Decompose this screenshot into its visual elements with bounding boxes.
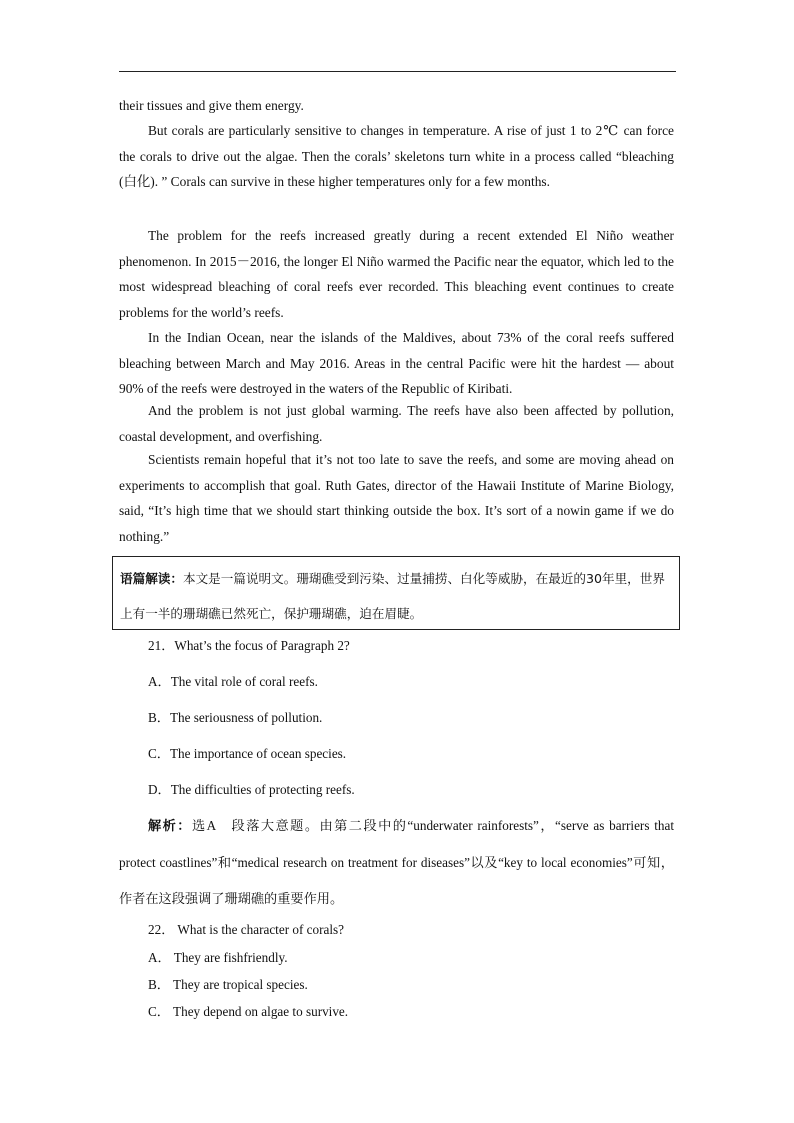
- passage-paragraph-4: And the problem is not just global warming. The reefs have also been affected by pollution, coastal development, and overfishing.: [119, 403, 674, 444]
- question-22-stem: 22． What is the character of corals?: [148, 922, 345, 937]
- question-21-option-a[interactable]: A．The vital role of coral reefs.: [148, 674, 318, 689]
- question-22-option-b[interactable]: B． They are tropical species.: [148, 977, 308, 992]
- question-22-option-a[interactable]: A． They are fishfriendly.: [148, 950, 288, 965]
- analysis-label: 解析：: [148, 819, 192, 834]
- summary-text: 本文是一篇说明文。珊瑚礁受到污染、过量捕捞、白化等威胁，在最近的30年里，世界上有一半的珊瑚礁已然死亡，保护珊瑚礁，迫在眉睫。: [120, 571, 665, 621]
- passage-paragraph-3: In the Indian Ocean, near the islands of the Maldives, about 73% of the coral reefs suffered bleaching between March and May 2016. Areas in the central Pacific were hit the hardest — about 90% of the reefs were destroyed in the waters of the Republic of Kiribati.: [119, 330, 674, 397]
- analysis-21: [119, 808, 674, 917]
- summary-label: 语篇解读：: [120, 571, 183, 586]
- summary-box: [112, 556, 680, 630]
- question-21-option-d[interactable]: D．The difficulties of protecting reefs.: [148, 782, 355, 797]
- passage-paragraph-0: their tissues and give them energy.: [119, 98, 304, 113]
- passage-paragraph-2: The problem for the reefs increased greatly during a recent extended El Niño weather phenomenon. In 2015－2016, the longer El Niño warmed the Pacific near the equator, which led to the most widespread bleaching of coral reefs ever recorded. This bleaching event continues to create problems for the world’s reefs.: [119, 228, 674, 320]
- analysis-text: 选A 段落大意题。由第二段中的“underwater rainforests”，“serve as barriers that protect coastlines”和“medical research on treatment for diseases”以及“key to local economies”可知，作者在这段强调了珊瑚礁的重要作用。: [119, 818, 674, 906]
- passage-paragraph-5: Scientists remain hopeful that it’s not too late to save the reefs, and some are moving ahead on experiments to accomplish that goal. Ruth Gates, director of the Hawaii Institute of Marine Biology, said, “It’s high time that we should start thinking outside the box. It’s sort of a nowin game if we do nothing.”: [119, 452, 674, 544]
- question-21-stem: 21．What’s the focus of Paragraph 2?: [148, 638, 350, 653]
- question-21-option-b[interactable]: B．The seriousness of pollution.: [148, 710, 323, 725]
- question-21-option-c[interactable]: C．The importance of ocean species.: [148, 746, 347, 761]
- header-rule: [119, 71, 676, 72]
- passage-paragraph-1: But corals are particularly sensitive to changes in temperature. A rise of just 1 to 2℃ can force the corals to drive out the algae. Then the corals’ skeletons turn white in a process called “bleaching (白化). ” Corals can survive in these higher temperatures only for a few months.: [119, 123, 674, 190]
- question-22-option-c[interactable]: C． They depend on algae to survive.: [148, 1004, 349, 1019]
